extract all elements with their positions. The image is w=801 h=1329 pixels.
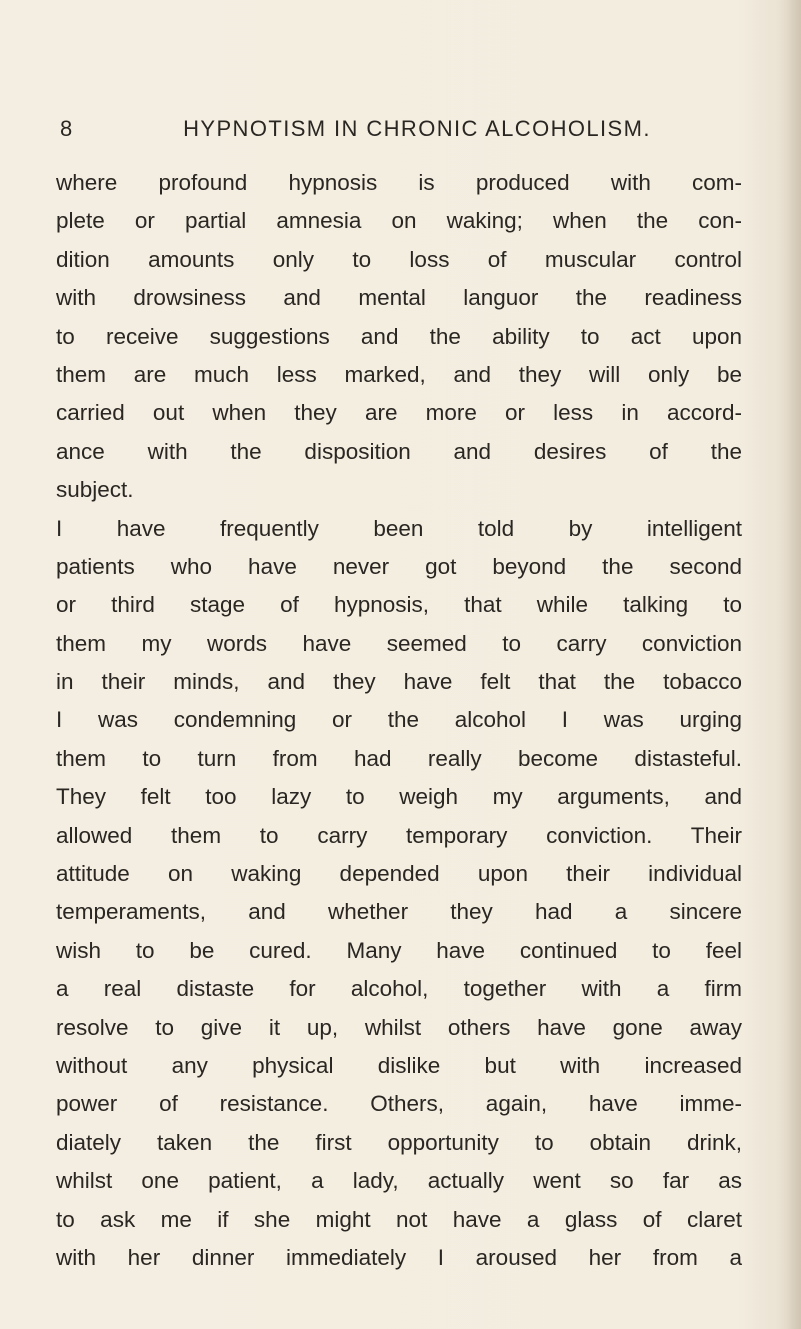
text-line: or third stage of hypnosis, that while talking to bbox=[56, 592, 742, 618]
text-line: They felt too lazy to weigh my arguments, and bbox=[56, 784, 742, 810]
text-line: without any physical dislike but with increased bbox=[56, 1052, 742, 1078]
page-edge-shadow bbox=[787, 0, 801, 1329]
text-line: to receive suggestions and the ability to act upon bbox=[56, 323, 742, 349]
running-head-title: HYPNOTISM IN CHRONIC ALCOHOLISM. bbox=[183, 116, 651, 141]
text-line: ance with the disposition and desires of the bbox=[56, 438, 742, 464]
text-line: a real distaste for alcohol, together with a firm bbox=[56, 976, 742, 1002]
text-line: them to turn from had really become distasteful. bbox=[56, 745, 742, 771]
text-line: with her dinner immediately I aroused her from a bbox=[56, 1244, 742, 1270]
text-line: allowed them to carry temporary conviction. Their bbox=[56, 822, 742, 848]
text-line: I have frequently been told by intelligent bbox=[56, 515, 742, 541]
body-text bbox=[56, 164, 742, 1277]
text-line: them my words have seemed to carry conviction bbox=[56, 630, 742, 656]
text-line: them are much less marked, and they will only be bbox=[56, 361, 742, 387]
text-line: in their minds, and they have felt that the tobacco bbox=[56, 669, 742, 695]
text-line: carried out when they are more or less in accord- bbox=[56, 400, 742, 426]
running-head bbox=[60, 116, 760, 150]
text-line: plete or partial amnesia on waking; when the con- bbox=[56, 208, 742, 234]
text-line: I was condemning or the alcohol I was urging bbox=[56, 707, 742, 733]
text-line: resolve to give it up, whilst others have gone away bbox=[56, 1014, 742, 1040]
text-line: attitude on waking depended upon their individual bbox=[56, 861, 742, 887]
text-line: wish to be cured. Many have continued to feel bbox=[56, 937, 742, 963]
text-line: with drowsiness and mental languor the readiness bbox=[56, 285, 742, 311]
text-line: dition amounts only to loss of muscular control bbox=[56, 246, 742, 272]
text-line: where profound hypnosis is produced with com- bbox=[56, 170, 742, 195]
text-line: whilst one patient, a lady, actually went so far as bbox=[56, 1168, 742, 1194]
text-line: diately taken the first opportunity to obtain drink, bbox=[56, 1129, 742, 1155]
text-line: to ask me if she might not have a glass of claret bbox=[56, 1206, 742, 1232]
page-number: 8 bbox=[60, 116, 73, 141]
text-line: power of resistance. Others, again, have imme- bbox=[56, 1091, 742, 1117]
text-line: temperaments, and whether they had a sincere bbox=[56, 899, 742, 925]
text-line: subject. bbox=[56, 477, 134, 503]
text-line: patients who have never got beyond the second bbox=[56, 553, 742, 579]
